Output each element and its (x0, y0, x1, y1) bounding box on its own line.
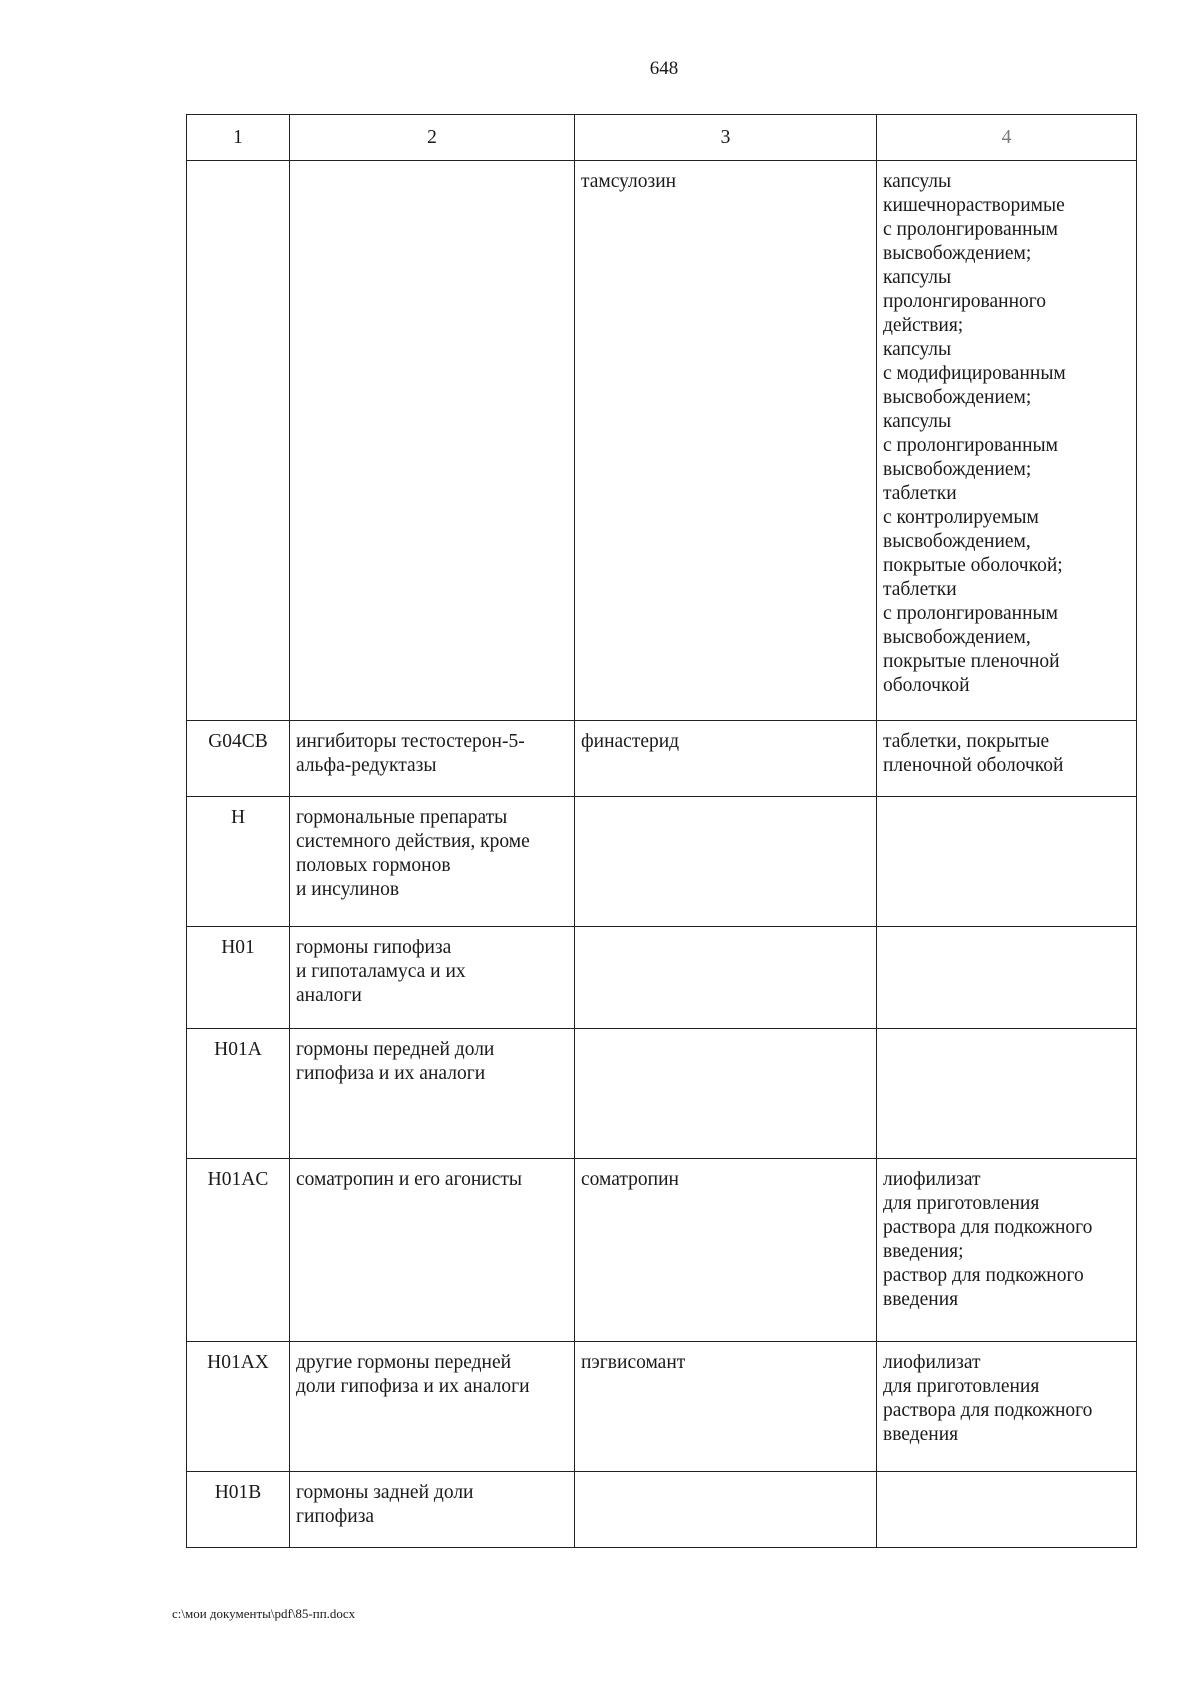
dosage-form-line: высвобождением; (883, 243, 1032, 264)
dosage-form-line: введения (883, 1424, 959, 1445)
atc-code-cell: H01AC (187, 1159, 290, 1342)
group-text-line: и инсулинов (296, 879, 400, 900)
dosage-forms-cell (877, 1029, 1137, 1159)
table-row (187, 1029, 1137, 1159)
dosage-form-line: капсулы (883, 171, 952, 192)
anatomical-group-cell (290, 721, 575, 797)
atc-code-cell (187, 161, 290, 721)
dosage-form-line: с пролонгированным (883, 219, 1058, 240)
anatomical-group-cell (290, 1159, 575, 1342)
group-text-line: гипофиза и их аналоги (296, 1063, 486, 1084)
dosage-form-line: лиофилизат (883, 1169, 981, 1190)
drug-name-cell: финастерид (575, 721, 877, 797)
dosage-form-line: раствора для подкожного (883, 1400, 1093, 1421)
atc-code-cell: H01 (187, 927, 290, 1029)
page-number: 648 (649, 58, 679, 79)
dosage-forms-cell (877, 721, 1137, 797)
group-text-line: альфа-редуктазы (296, 755, 437, 776)
group-text-line: гормональные препараты (296, 807, 508, 828)
anatomical-group-cell (290, 797, 575, 927)
table-body (187, 161, 1137, 1548)
group-text-line: системного действия, кроме (296, 831, 530, 852)
dosage-form-line: капсулы (883, 339, 952, 360)
drug-name-cell (575, 1472, 877, 1548)
dosage-form-line: раствор для подкожного (883, 1265, 1084, 1286)
table-row (187, 1342, 1137, 1472)
header-col-1: 1 (187, 115, 290, 161)
dosage-form-line: высвобождением; (883, 459, 1032, 480)
atc-code-cell: H01AX (187, 1342, 290, 1472)
group-text-line: половых гормонов (296, 855, 451, 876)
table-row (187, 721, 1137, 797)
dosage-form-line: пролонгированного (883, 291, 1047, 312)
group-text-line: другие гормоны передней (296, 1352, 512, 1373)
dosage-form-line: лиофилизат (883, 1352, 981, 1373)
dosage-form-line: капсулы (883, 267, 952, 288)
dosage-form-line: с пролонгированным (883, 603, 1058, 624)
dosage-form-line: с модифицированным (883, 363, 1066, 384)
header-col-4: 4 (877, 115, 1137, 161)
dosage-form-line: для приготовления (883, 1193, 1040, 1214)
dosage-form-line: кишечнорастворимые (883, 195, 1065, 216)
dosage-forms-cell (877, 1159, 1137, 1342)
dosage-forms-cell (877, 1342, 1137, 1472)
dosage-forms-cell (877, 927, 1137, 1029)
atc-code-cell: H01B (187, 1472, 290, 1548)
dosage-form-line: введения; (883, 1241, 964, 1262)
table-row (187, 161, 1137, 721)
drug-name-cell (575, 797, 877, 927)
group-text-line: ингибиторы тестостерон-5- (296, 731, 525, 752)
dosage-forms-cell (877, 797, 1137, 927)
anatomical-group-cell (290, 161, 575, 721)
dosage-form-line: раствора для подкожного (883, 1217, 1093, 1238)
dosage-form-line: таблетки (883, 579, 957, 600)
dosage-form-line: капсулы (883, 411, 952, 432)
drug-name-cell (575, 927, 877, 1029)
dosage-form-line: действия; (883, 315, 964, 336)
footer-file-path: c:\мои документы\pdf\85-пп.docx (172, 1606, 356, 1621)
header-col-2: 2 (290, 115, 575, 161)
atc-code-cell: H01A (187, 1029, 290, 1159)
dosage-form-line: покрытые пленочной (883, 651, 1060, 672)
dosage-form-line: покрытые оболочкой; (883, 555, 1063, 576)
anatomical-group-cell (290, 1472, 575, 1548)
drug-name-cell (575, 1029, 877, 1159)
anatomical-group-cell (290, 927, 575, 1029)
atc-code-cell: G04CB (187, 721, 290, 797)
dosage-form-line: таблетки, покрытые (883, 731, 1050, 752)
table-row (187, 927, 1137, 1029)
dosage-forms-cell (877, 1472, 1137, 1548)
group-text-line: и гипоталамуса и их (296, 961, 466, 982)
dosage-form-line: с контролируемым (883, 507, 1039, 528)
group-text-line: гормоны задней доли (296, 1482, 474, 1503)
dosage-form-line: введения (883, 1289, 959, 1310)
dosage-form-line: высвобождением, (883, 627, 1031, 648)
dosage-form-line: оболочкой (883, 675, 970, 696)
anatomical-group-cell (290, 1029, 575, 1159)
dosage-form-line: таблетки (883, 483, 957, 504)
dosage-form-line: с пролонгированным (883, 435, 1058, 456)
dosage-form-line: для приготовления (883, 1376, 1040, 1397)
dosage-forms-cell (877, 161, 1137, 721)
group-text-line: соматропин и его агонисты (296, 1169, 523, 1190)
table-row (187, 797, 1137, 927)
table-row (187, 1159, 1137, 1342)
atc-code-cell: H (187, 797, 290, 927)
drug-name-cell: пэгвисомант (575, 1342, 877, 1472)
anatomical-group-cell (290, 1342, 575, 1472)
group-text-line: гормоны передней доли (296, 1039, 495, 1060)
drug-name-cell: тамсулозин (575, 161, 877, 721)
table-row (187, 1472, 1137, 1548)
group-text-line: гормоны гипофиза (296, 937, 452, 958)
header-col-3: 3 (575, 115, 877, 161)
group-text-line: аналоги (296, 985, 362, 1006)
dosage-form-line: высвобождением; (883, 387, 1032, 408)
table-header-row (187, 115, 1137, 161)
medication-table (186, 114, 1137, 1548)
group-text-line: гипофиза (296, 1506, 375, 1527)
dosage-form-line: пленочной оболочкой (883, 755, 1064, 776)
group-text-line: доли гипофиза и их аналоги (296, 1376, 530, 1397)
dosage-form-line: высвобождением, (883, 531, 1031, 552)
drug-name-cell: соматропин (575, 1159, 877, 1342)
